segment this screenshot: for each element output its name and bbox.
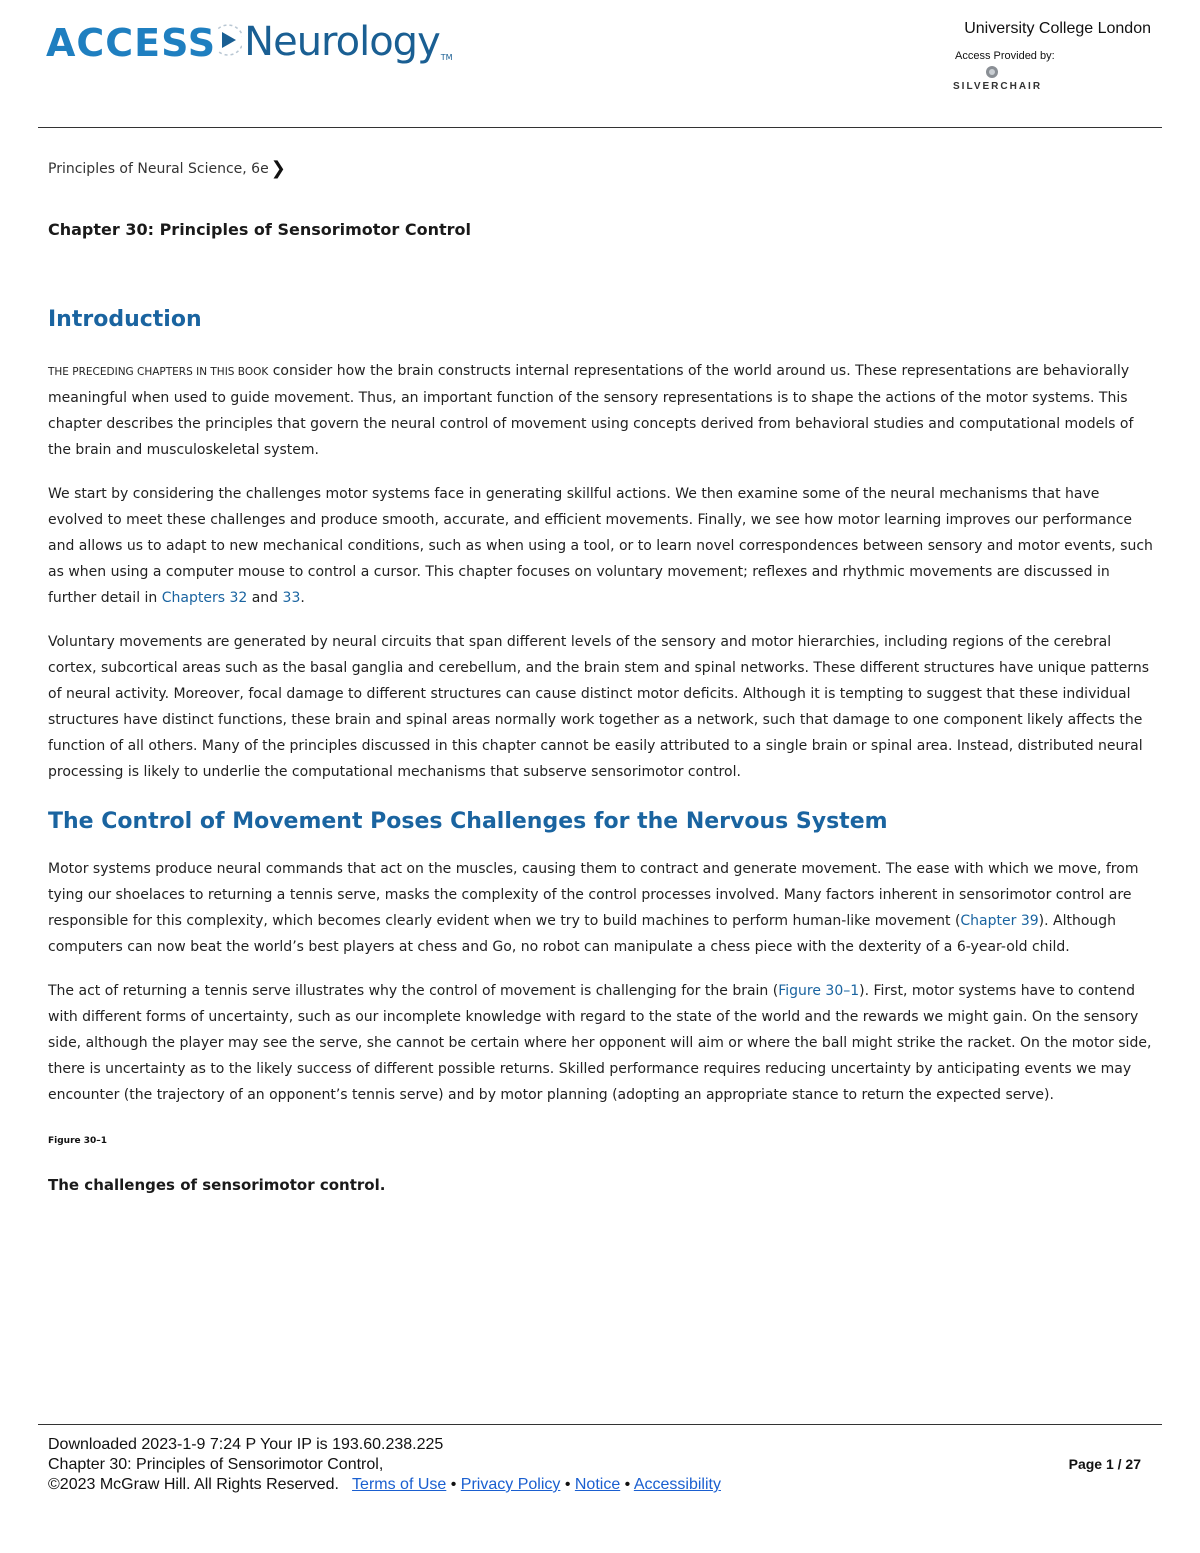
privacy-policy-link[interactable]: Privacy Policy [460, 1476, 561, 1493]
paragraph-lead-smallcaps: THE PRECEDING CHAPTERS IN THIS BOOK [48, 366, 269, 378]
paragraph [48, 481, 1153, 611]
page-number: Page 1 / 27 [1068, 1456, 1141, 1472]
paragraph-text: Motor systems produce neural commands that act on the muscles, causing them to contract and generate movement. The ease with which we move, from tying our shoelaces to returning a tennis serve, masks the complexity of the control processes involved. Many factors inherent in sensorimotor control are responsible for this complexity, which becomes clearly evident when we try to build machines to perform human-like movement ( [48, 861, 1139, 929]
figure-label: Figure 30–1 [48, 1136, 108, 1146]
figure-caption: The challenges of sensorimotor control. [48, 1176, 386, 1194]
institution-name: University College London [964, 20, 1151, 37]
paragraph-text: The act of returning a tennis serve illustrates why the control of movement is challenging for the brain ( [48, 983, 779, 999]
silverchair-icon [985, 64, 999, 78]
page-footer [48, 1435, 721, 1495]
section-heading-introduction: Introduction [48, 307, 202, 332]
section-heading-control-of-movement: The Control of Movement Poses Challenges for the Nervous System [48, 809, 888, 834]
paragraph-text: ). Although computers can now beat the world’s best players at chess and Go, no robot can manipulate a chess piece with the dexterity of a 6-year-old child. [48, 913, 1117, 955]
footer-chapter: Chapter 30: Principles of Sensorimotor Control, [48, 1456, 384, 1473]
breadcrumb-book-title[interactable]: Principles of Neural Science, 6e [48, 161, 269, 177]
article-content [48, 155, 1153, 1194]
chevron-right-icon: ❯ [270, 158, 286, 179]
accessibility-link[interactable]: Accessibility [633, 1476, 721, 1493]
header-divider [38, 127, 1162, 128]
access-neurology-logo[interactable] [46, 18, 453, 65]
copyright: ©2023 McGraw Hill. All Rights Reserved. [48, 1476, 339, 1493]
silverchair-logo: SILVERCHAIR [953, 81, 1043, 92]
chapter-title: Chapter 30: Principles of Sensorimotor Control [48, 220, 472, 239]
paragraph-text: We start by considering the challenges motor systems face in generating skillful actions. We then examine some of the neural mechanisms that have evolved to meet these challenges and produce smooth, accurate, and efficient movements. Finally, we see how motor learning improves our performance and allows us to adapt to new mechanical conditions, such as when using a tool, or to learn novel correspondences between sensory and motor events, such as when using a computer mouse to control a cursor. This chapter focuses on voluntary movement; reflexes and rhythmic movements are discussed in further detail in [48, 486, 1153, 606]
footer-divider [38, 1424, 1162, 1425]
paragraph: Voluntary movements are generated by neural circuits that span different levels of the sensory and motor hierarchies, including regions of the cerebral cortex, subcortical areas such as the basal ganglia and cerebellum, and the brain stem and spinal networks. These different structures have unique patterns of neural activity. Moreover, focal damage to different structures can cause distinct motor deficits. Although it is tempting to suggest that these individual structures have distinct functions, these brain and spinal areas normally work together as a network, such that damage to one component likely affects the function of all others. Many of the principles discussed in this chapter cannot be easily attributed to a single brain or spinal area. Instead, distributed neural processing is likely to underlie the computational mechanisms that subserve sensorimotor control. [48, 634, 1150, 780]
download-info: Downloaded 2023-1-9 7:24 P Your IP is 193.60.238.225 [48, 1436, 444, 1453]
paragraph-text: ). First, motor systems have to contend with different forms of uncertainty, such as our incomplete knowledge with regard to the state of the world and the rewards we might gain. On the sensory side, although the player may see the serve, she cannot be certain where her opponent will aim or where the ball might strike the racket. On the motor side, there is uncertainty as to the likely success of different possible returns. Skilled performance requires reducing uncertainty by anticipating events we may encounter (the trajectory of an opponent’s tennis serve) and by motor planning (adopting an appropriate stance to return the expected serve). [48, 983, 1152, 1103]
link-chapter-39[interactable]: Chapter 39 [960, 913, 1039, 929]
link-figure-30-1[interactable]: Figure 30–1 [778, 983, 860, 999]
paragraph [48, 358, 1153, 463]
notice-link[interactable]: Notice [574, 1476, 621, 1493]
footer-links-row [48, 1475, 721, 1495]
logo-arrow-icon [218, 18, 242, 62]
paragraph [48, 856, 1153, 960]
access-provided-by: Access Provided by: [955, 50, 1055, 62]
page-header [0, 0, 1200, 128]
separator: • [560, 1476, 575, 1493]
logo-neurology-text: Neurology [244, 19, 440, 65]
paragraph-text: consider how the brain constructs internal representations of the world around us. These representations are behaviorally meaningful when used to guide movement. Thus, an important function of the sensory representations is to shape the actions of the motor systems. This chapter describes the principles that govern the neural control of movement using concepts derived from behavioral studies and computational models of the brain and musculoskeletal system. [48, 363, 1134, 458]
paragraph-text: and [247, 590, 283, 606]
terms-of-use-link[interactable]: Terms of Use [352, 1476, 447, 1493]
link-chapter-32[interactable]: Chapters 32 [161, 590, 248, 606]
logo-tm: TM [440, 53, 453, 62]
link-chapter-33[interactable]: 33 [282, 590, 301, 606]
paragraph [48, 978, 1153, 1108]
paragraph-text: . [300, 590, 305, 606]
logo-access-text: ACCESS [46, 21, 217, 65]
breadcrumb[interactable] [48, 160, 1153, 178]
separator: • [620, 1476, 634, 1493]
separator: • [446, 1476, 461, 1493]
